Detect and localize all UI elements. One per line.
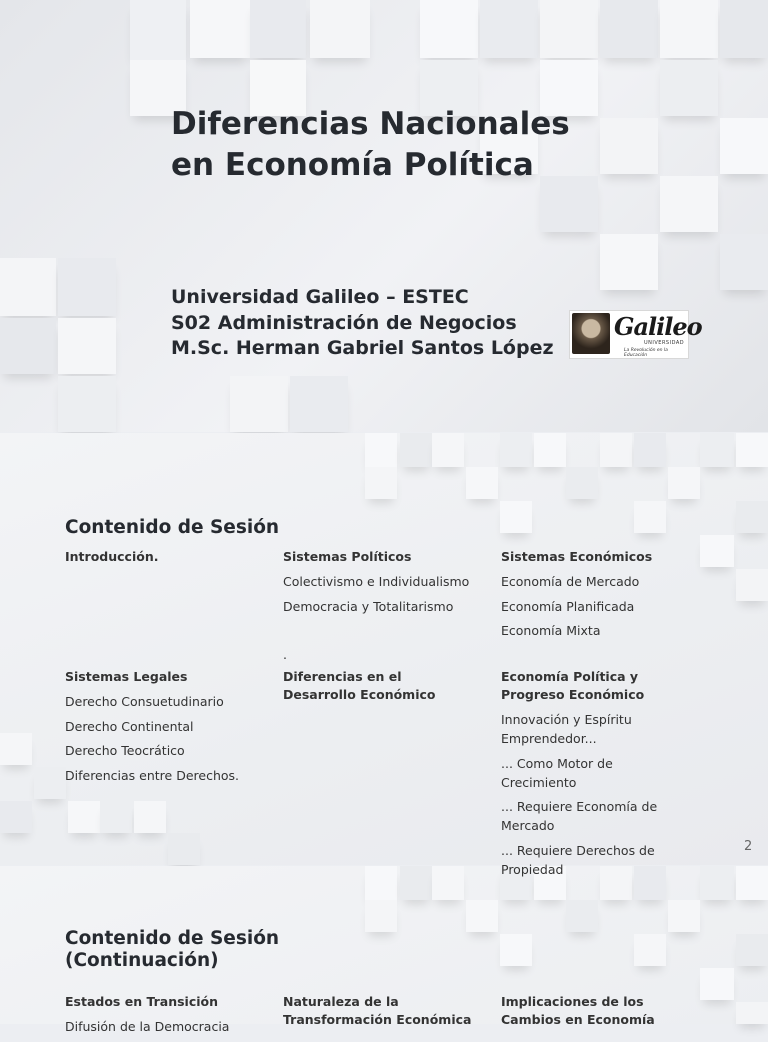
presentation-title: Diferencias Nacionales en Economía Política (171, 106, 570, 183)
section-title: Contenido de Sesión (65, 517, 280, 538)
topic-heading: Introducción. (65, 549, 159, 564)
topic-heading: Implicaciones de los Cambios en Economía (501, 994, 655, 1027)
logo-university-text: UNIVERSIDAD (644, 340, 685, 346)
topic-item: Difusión de la Democracia (65, 1019, 230, 1034)
page-number: 2 (744, 839, 753, 854)
section-title: Contenido de Sesión (Continuación) (65, 928, 280, 971)
topic-item: ... Como Motor de Crecimiento (501, 755, 613, 790)
topic-heading: Sistemas Legales (65, 669, 188, 684)
topic-economic-transformation (283, 993, 483, 1035)
logo-wordmark: Galileo (614, 312, 702, 341)
contents-slide (0, 433, 768, 877)
topic-change-implications (501, 993, 671, 1035)
topic-economic-systems (501, 548, 701, 646)
topic-heading: Sistemas Políticos (283, 549, 412, 564)
stray-dot: . (283, 647, 287, 662)
topic-item: ... Requiere Economía de Mercado (501, 799, 658, 833)
topic-item: Economía de Mercado (501, 574, 640, 589)
university-line: Universidad Galileo – ESTEC (171, 286, 469, 308)
contents-continued-slide (0, 866, 768, 1034)
topic-item: Colectivismo e Individualismo (283, 574, 470, 589)
topic-heading: Sistemas Económicos (501, 549, 653, 564)
topic-heading: Naturaleza de la Transformación Económica (283, 994, 472, 1027)
topic-political-systems (283, 548, 483, 621)
presentation-subtitle (171, 285, 566, 362)
logo-tagline: La Revolución en la Educación (624, 348, 668, 358)
topic-introduction (65, 548, 265, 572)
topic-transition-states (65, 993, 265, 1042)
topic-heading: Diferencias en el Desarrollo Económico (283, 669, 436, 702)
topic-political-economy-progress (501, 668, 671, 884)
topic-item: Innovación y Espíritu Emprendedor... (501, 712, 632, 746)
topic-item: Democracia y Totalitarismo (283, 598, 454, 614)
topic-item: Derecho Continental (65, 718, 194, 734)
title-slide (0, 0, 768, 432)
instructor-line: M.Sc. Herman Gabriel Santos López (171, 337, 554, 359)
topic-legal-systems (65, 668, 265, 790)
topic-item: Economía Mixta (501, 623, 601, 638)
topic-item: Derecho Teocrático (65, 743, 185, 758)
topic-heading: Estados en Transición (65, 994, 219, 1009)
course-line: S02 Administración de Negocios (171, 311, 517, 334)
topic-item: Diferencias entre Derechos. (65, 767, 239, 783)
topic-item: ... Requiere Derechos de Propiedad (501, 842, 655, 877)
galileo-portrait-icon (572, 313, 610, 354)
topic-development-differences (283, 668, 453, 710)
topic-item: Derecho Consuetudinario (65, 694, 224, 709)
topic-heading: Economía Política y Progreso Económico (501, 669, 645, 702)
topic-item: Economía Planificada (501, 598, 635, 614)
galileo-logo (569, 310, 702, 359)
